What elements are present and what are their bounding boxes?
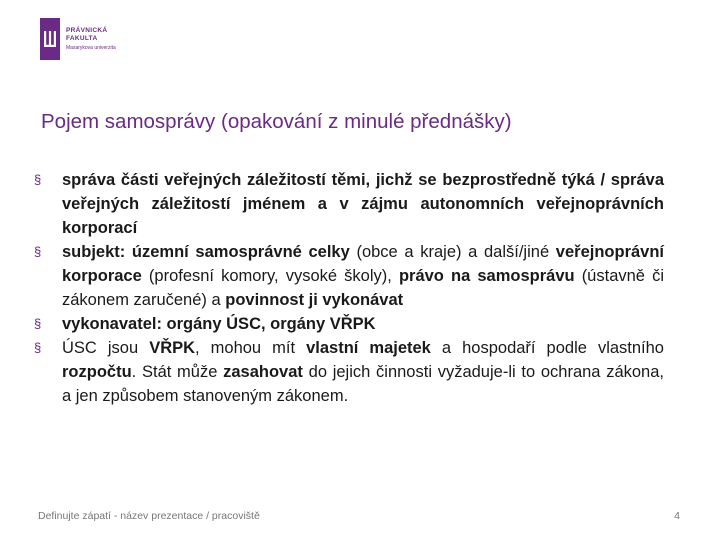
bullet-text-bold: právo na samosprávu — [398, 267, 575, 285]
logo-line-1: PRÁVNICKÁ — [66, 27, 108, 34]
bullet-item — [34, 168, 664, 240]
bullet-text-bold: veřejnoprávní korporace — [62, 243, 665, 285]
bullet-text-bold: subjekt: územní samosprávné celky — [62, 243, 350, 261]
bullet-text-bold: vykonavatel: orgány ÚSC, orgány VŘPK — [62, 315, 376, 333]
bullet-text-bold: VŘPK — [149, 339, 196, 357]
bullet-marker: § — [34, 340, 42, 355]
bullet-text: ÚSC jsou — [62, 339, 150, 357]
slide-title: Pojem samosprávy (opakování z minulé přednášky) — [41, 110, 512, 133]
faculty-logo — [40, 18, 116, 60]
footer-text: Definujte zápatí - název prezentace / pracoviště — [38, 510, 260, 522]
bullet-text: a hospodaří podle vlastního — [430, 339, 664, 357]
bullet-text-bold: správa části veřejných záležitostí těmi, jichž se bezprostředně týká / správa veřejných záležitostí jménem a v zájmu autonomních veřejnoprávních korporací — [62, 171, 664, 237]
bullet-marker: § — [34, 172, 42, 187]
bullet-text-bold: povinnost ji vykonávat — [225, 291, 404, 309]
logo-line-2: FAKULTA — [66, 35, 98, 42]
bullet-item — [34, 336, 664, 408]
bullet-item — [34, 240, 664, 312]
bullet-item — [34, 312, 664, 336]
bullet-text-bold: vlastní majetek — [306, 339, 431, 357]
logo-text — [66, 27, 116, 53]
bullet-text-bold: zasahovat — [223, 363, 303, 381]
bullet-text: do jejich činnosti vyžaduje-li to ochrana zákona, a jen způsobem stanoveným zákonem. — [62, 363, 664, 405]
bullet-marker: § — [34, 316, 42, 331]
bullet-text: (obce a kraje) a další/jiné — [349, 243, 556, 261]
bullet-text: . Stát může — [131, 363, 224, 381]
bullet-text: , mohou mít — [195, 339, 307, 357]
bullet-text-bold: rozpočtu — [62, 363, 132, 381]
page-number: 4 — [674, 510, 680, 522]
bullet-text: (profesní komory, vysoké školy), — [141, 267, 399, 285]
logo-line-3: Masarykova univerzita — [66, 45, 116, 51]
bullet-marker: § — [34, 244, 42, 259]
bullet-text: (ústavně či zákonem zaručené) a — [62, 267, 664, 309]
bullet-list — [34, 168, 664, 408]
university-emblem-icon — [40, 18, 60, 60]
